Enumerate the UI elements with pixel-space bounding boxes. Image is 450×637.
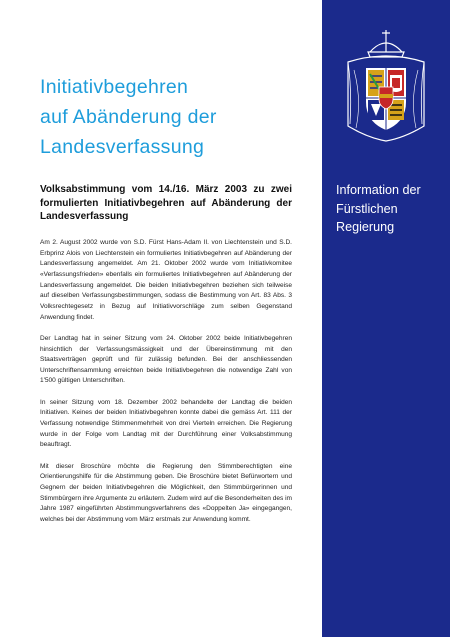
- body-paragraph: Am 2. August 2002 wurde von S.D. Fürst Hans-Adam II. von Liechtenstein und S.D. Erbprinz Alois von Liechtenstein ein formuliertes Initiativbegehren auf Abänderung der Landesverfassung angemeldet. Am 21. Oktober 2002 wurde vom Initiativkomitee «Verfassungsfrieden» ebenfalls ein formuliertes Initiativbegehren auf Abänderung der Landesverfassung angemeldet. Die beiden Initiativbegehren beziehen sich teilweise auf dieselben Verfassungsbestimmungen, sodass die Bestimmung von Art. 83 Abs. 3 Volksrechtegesetz in Bezug auf Initiativvorschläge zum selben Gegenstand Anwendung findet.: [40, 239, 292, 321]
- document-subtitle: Volksabstimmung vom 14./16. März 2003 zu zwei formulierten Initiativbegehren auf Abänderung der Landesverfassung: [40, 184, 292, 223]
- document-title: [40, 72, 320, 162]
- sidebar-heading-line: Regierung: [336, 220, 395, 234]
- body-paragraph: Mit dieser Broschüre möchte die Regierung den Stimmberechtigten eine Orientierungshilfe für die Abstimmung geben. Die Broschüre bietet Befürwortern und Gegnern der beiden Initiativbegehren die Möglichkeit, den Stimmbürgerinnen und Stimmbürgern ihre Argumente zu erläutern. Zudem wird auf die Besonderheiten des im Jahre 1987 eingeführten Abstimmungsverfahrens des «Doppelten Ja» eingegangen, welches bei der Abstimmung vom März erstmals zur Anwendung kommt.: [40, 462, 292, 523]
- title-line: Initiativbegehren: [40, 76, 189, 98]
- body-paragraph: In seiner Sitzung vom 18. Dezember 2002 behandelte der Landtag die beiden Initiativen. Keines der beiden Initiativbegehren konnte dabei die gemäss Art. 111 der Verfassung notwendige Stimmenmehrheit von drei Vierteln erreichen. Die Regierung wurde in der Folge vom Landtag mit der Durchführung einer Volksabstimmung beauftragt.: [40, 398, 292, 449]
- title-line: Landesverfassung: [40, 136, 205, 158]
- sidebar: [322, 0, 450, 637]
- sidebar-heading-line: Fürstlichen: [336, 201, 398, 216]
- sidebar-heading-line: Information der: [336, 183, 421, 197]
- title-line: auf Abänderung der: [40, 106, 217, 128]
- sidebar-heading: [336, 181, 448, 237]
- coat-of-arms-icon: [340, 30, 432, 142]
- body-paragraph: Der Landtag hat in seiner Sitzung vom 24. Oktober 2002 beide Initiativbegehren hinsichtlich der Verfassungsmässigkeit und der Übereinstimmung mit den Staatsverträgen geprüft und für zulässig befunden. Bei der anschliessenden Unterschriftensammlung erreichten beide Initiativbegehren die notwendige Zahl von 1'500 gültigen Unterschriften.: [40, 334, 292, 385]
- body-text: [40, 238, 292, 536]
